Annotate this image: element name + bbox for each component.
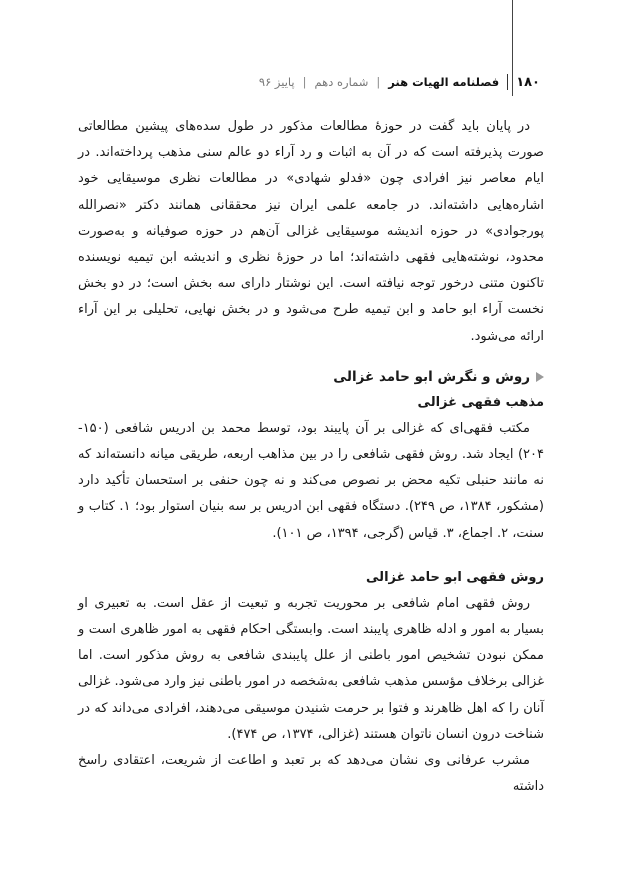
section2-paragraph-continued: مشرب عرفانی وی نشان می‌دهد که بر تعبد و اطاعت از شریعت، اعتقادی راسخ داشته	[78, 753, 544, 795]
subsection-heading: مذهب فقهی غزالی	[417, 394, 544, 410]
page-number: ۱۸۰	[516, 74, 540, 90]
intro-paragraph: در پایان باید گفت در حوزهٔ مطالعات مذکور در طول سده‌های پیشین مطالعاتی صورت پذیرفته است که در آن به اثبات و رد آراء دو عالم سنی مذهب پرداخته‌اند. در ایام معاصر نیز افرادی چون «فدلو شهادی» در مطالعات نظری موسیقایی خود اشاره‌هایی داشته‌اند. در جامعه علمی ایران نیز محققانی همانند دکتر «نصرالله پورجوادی» در حوزه اندیشه موسیقایی غزالی آن‌هم در حوزه صوفیانه و به‌صورت محدود، نوشته‌هایی فقهی داشته‌اند؛ اما در حوزهٔ نظری و اندیشه ابن تیمیه نویسنده تاکنون متنی درخور توجه نیافته است. این نوشتار دارای سه بخش است؛ در دو بخش نخست آراء ابو حامد و ابن تیمیه طرح می‌شود و در بخش نهایی، تحلیلی بر این آراء ارائه می‌شود.	[78, 119, 545, 344]
issue-label: شماره دهم	[314, 75, 369, 89]
section1-paragraph: مکتب فقهی‌ای که غزالی بر آن پایبند بود، توسط محمد بن ادریس شافعی (۱۵۰- ۲۰۴) ایجاد شد. روش فقهی شافعی را در بین مذاهب اربعه، طریقی میانه دانسته‌اند که نه مانند حنبلی تکیه محض بر نصوص می‌کند و نه چون حنفی بر استحسان تأکید دارد (مشکور، ۱۳۸۴، ص ۲۴۹). دستگاه فقهی ابن ادریس بر سه بنیان استوار بود؛ ۱. کتاب و سنت، ۲. اجماع، ۳. قیاس (گرجی، ۱۳۹۴، ص ۱۰۱).	[78, 420, 544, 541]
header-separator: |	[302, 75, 307, 89]
header-divider	[507, 74, 508, 90]
journal-title: فصلنامه الهیات هنر	[388, 75, 500, 89]
season-label: پاییز ۹۶	[258, 75, 295, 89]
subsection-heading: روش فقهی ابو حامد غزالی	[366, 569, 544, 585]
body-text	[78, 114, 544, 800]
section-heading: روش و نگرش ابو حامد غزالی	[78, 364, 544, 390]
triangle-bullet-icon	[536, 372, 544, 382]
header-separator: |	[376, 75, 381, 89]
section2-paragraph: روش فقهی امام شافعی بر محوریت تجربه و تبعیت از عقل است. به تعبیری او بسیار به امور و ادله ظاهری پایبند است. وابستگی احکام فقهی به امور ظاهری است و ممکن نبودن تشخیص امور باطنی از علل پایبندی شافعی به روش مذکور است. اما غزالی برخلاف مؤسس مذهب شافعی به‌شخصه در امور باطنی نیز وارد می‌شود. غزالی آنان را که اهل ظاهرند و فتوا بر حرمت شنیدن موسیقی می‌دهند، افرادی می‌داند که در شناخت درون انسان ناتوان هستند (غزالی، ۱۳۷۴، ص ۴۷۴).	[78, 595, 544, 742]
running-header	[84, 72, 540, 92]
